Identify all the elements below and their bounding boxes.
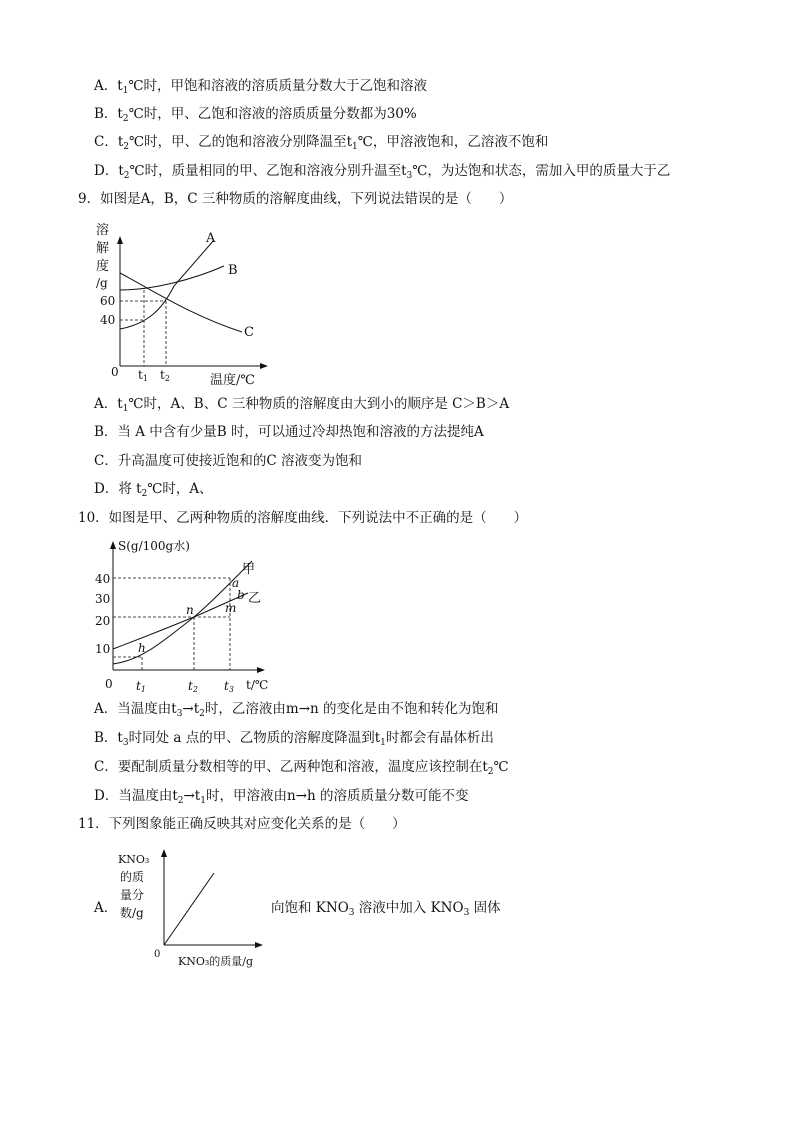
q10-xtick-t2: t2 [188,679,198,694]
q9-stem: 9．如图是A，B，C 三种物质的溶解度曲线，下列说法错误的是（ ） [78,191,513,207]
q10-point-b: b [237,588,245,602]
q11-xlabel: KNO₃的质量/g [178,955,254,968]
q9-ylabel-1: 溶 [96,223,110,238]
q11-option-a-desc: 向饱和 $KNO_3$ 溶液中加入 $KNO_3$ 固体 [271,900,501,918]
q9-ylabel-3: 度 [96,259,110,274]
q11-line [164,873,214,945]
q9-y-arrow [117,236,123,244]
q8-option-d: D．$t_2℃$时，质量相同的甲、乙饱和溶液分别升温至$t_3℃$，为达饱和状态，需加入甲的质量大于乙 [94,163,671,181]
q9-label-b: B [228,263,238,278]
q11-ylabel-4: 数/g [120,906,144,920]
q10-origin: 0 [105,677,113,691]
q11-stem: 11．下列图象能正确反映其对应变化关系的是（ ） [78,816,406,832]
q9-option-b: B．当 A 中含有少量B 时，可以通过冷却热饱和溶液的方法提纯A [94,424,484,440]
q9-chart [92,218,272,388]
q11-ylabel-2: 的质 [120,870,145,884]
q8-option-a: A．$t_1℃$时，甲饱和溶液的溶质质量分数大于乙饱和溶液 [94,78,428,96]
q8-option-c: C．$t_2℃$时，甲、乙的饱和溶液分别降温至$t_1℃$，甲溶液饱和，乙溶液不饱和 [94,134,549,152]
q11-origin: 0 [154,949,161,960]
q10-label-yi: 乙 [248,591,262,606]
q10-ytick-20: 20 [95,614,111,628]
q10-point-n: n [186,603,194,617]
q10-xlabel: t/℃ [246,678,269,692]
q11-chart [112,845,272,975]
q11-y-arrow [161,849,167,857]
q9-curve-b [120,266,224,290]
q9-x-arrow [260,363,268,369]
q10-ytick-10: 10 [95,642,111,656]
q9-option-a: A．$t_1℃$时，A、B、C 三种物质的溶解度由大到小的顺序是 C＞B＞A [94,396,510,414]
q11-ylabel-3: 量分 [120,888,145,902]
q9-xlabel: 温度/℃ [210,373,255,388]
q11-option-a-label: A． [94,900,118,916]
q8-option-b: B．$t_2℃$时，甲、乙饱和溶液的溶质质量分数都为30% [94,106,417,124]
q9-ylabel-4: /g [96,276,108,290]
q9-option-d: D．将 $t_2℃$时，A、 [94,481,213,499]
q9-label-a: A [206,231,216,246]
q9-xtick-t2: t2 [160,368,170,383]
q9-ytick-40: 40 [100,313,116,327]
q10-ytick-40: 40 [95,572,111,586]
q9-option-c: C．升高温度可使接近饱和的C 溶液变为饱和 [94,453,362,469]
q9-xtick-t1: t1 [138,368,148,383]
q9-ytick-60: 60 [100,294,116,308]
q10-chart [92,536,272,696]
q10-point-h: h [138,641,146,655]
q9-label-c: C [244,325,254,340]
q10-xtick-t3: t3 [224,679,234,694]
q9-ylabel-2: 解 [96,241,110,256]
q10-point-m: m [225,601,237,615]
q10-stem: 10．如图是甲、乙两种物质的溶解度曲线．下列说法中不正确的是（ ） [78,510,528,526]
q10-label-jia: 甲 [242,562,256,577]
q10-option-d: D．当温度由$t_2\to t_1$时，甲溶液由n→h 的溶质质量分数可能不变 [94,788,469,806]
q10-ytick-30: 30 [95,592,111,606]
q10-option-b: B．$t_3$时同处 a 点的甲、乙物质的溶解度降温到$t_1$时都会有晶体析出 [94,730,494,748]
q10-xtick-t1: t1 [136,679,146,694]
q10-y-arrow [110,541,116,549]
q10-ylabel: S(g/100g水) [118,539,190,553]
q10-point-a: a [232,576,240,590]
q10-option-a: A．当温度由$t_3\to t_2$时，乙溶液由m→n 的变化是由不饱和转化为饱和 [94,701,499,719]
q10-option-c: C．要配制质量分数相等的甲、乙两种饱和溶液，温度应该控制在$t_2℃$ [94,759,509,777]
q11-x-arrow [255,942,263,948]
q9-origin: 0 [111,365,119,379]
q11-ylabel-1: KNO₃ [118,853,150,866]
q10-x-arrow [257,667,265,673]
